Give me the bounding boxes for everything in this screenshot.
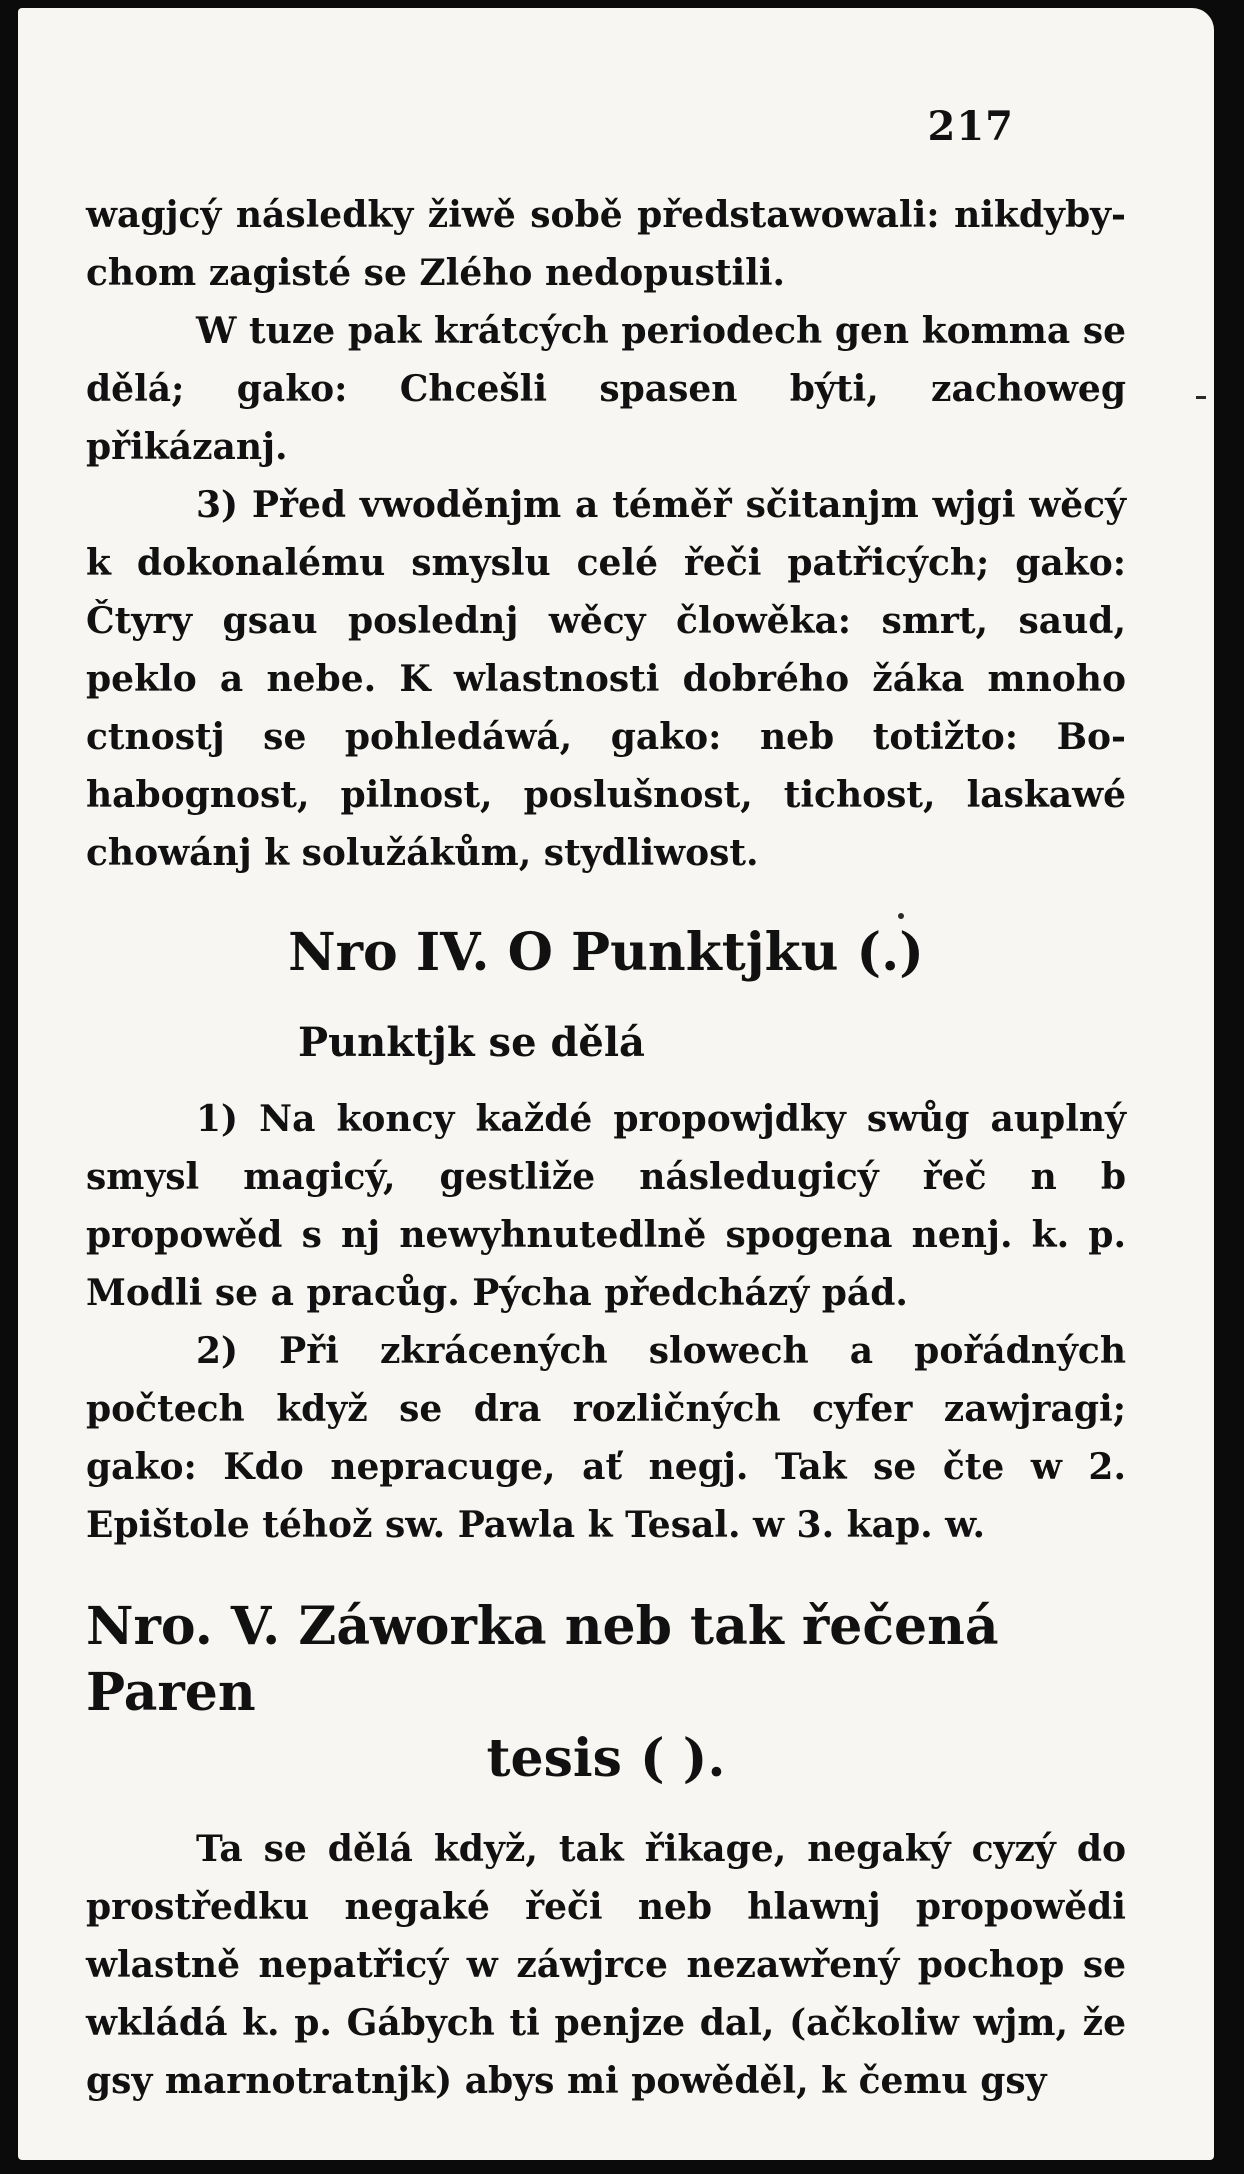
page-number: 217 [927,103,1014,150]
section-heading-v-line1: Nro. V. Záworka neb tak řečená Paren [86,1596,999,1723]
section-heading-v-line2: tesis ( ). [486,1728,726,1789]
paragraph-rule-2: 2) Při zkrácených slowech a pořádných počtech když se dra rozličných cyfer zawjragi; gako: Kdo nepracuge, ať negj. Tak se čte w 2. Epištole téhož sw. Pawla k Tesal. w 3. kap. w. [86,1330,1126,1546]
paragraph-comma-periods: W tuze pak krátcých periodech gen komma se dělá; gako: Chcešli spasen býti, zachoweg přikázanj. [86,310,1126,468]
print-speck [1196,396,1206,399]
paragraph-enumeration: 3) Před vwoděnjm a téměř sčitanjm wjgi wěcý k dokonalému smyslu celé řeči patřicých; gako: Čtyry gsau poslednj wěcy člowěka: smrt, saud, peklo a nebe. K wlastnosti dobrého žáka mnoho ctnostj se pohledáwá, gako: neb totižto: Bohabognost, pilnost, poslušnost, tichost, laskawé chowánj k solužákům, stydliwost. [86,484,1126,874]
paragraph-parenthesis: Ta se dělá když, tak řikage, negaký cyzý do prostředku negaké řeči neb hlawnj propowědi wlastně nepatřicý w záwjrce nezawřený pochop se wkládá k. p. Gábych ti penjze dal, (ačkoliw wjm, že gsy marnotratnjk) abys mi powěděl, k čemu gsy [86,1828,1126,2102]
section-heading-v [86,1594,1126,1792]
page-body [86,186,1126,2110]
print-speck [898,913,904,919]
paragraph-rule-1: 1) Na koncy každé propowjdky swůg auplný smysl magicý, gestliže následugicý řeč n b propowěd s nj newyhnutedlně spogena nenj. k. p. Modli se a pracůg. Pýcha předcházý pád. [86,1098,1126,1314]
section-subheading-iv: Punktjk se dělá [298,1019,645,1066]
section-heading-iv: Nro IV. O Punktjku (.) [288,922,924,983]
paragraph-continuation: wagjcý následky žiwě sobě předstawowali: nikdybychom zagisté se Zlého nedopustili. [86,194,1126,294]
book-page [18,8,1214,2160]
